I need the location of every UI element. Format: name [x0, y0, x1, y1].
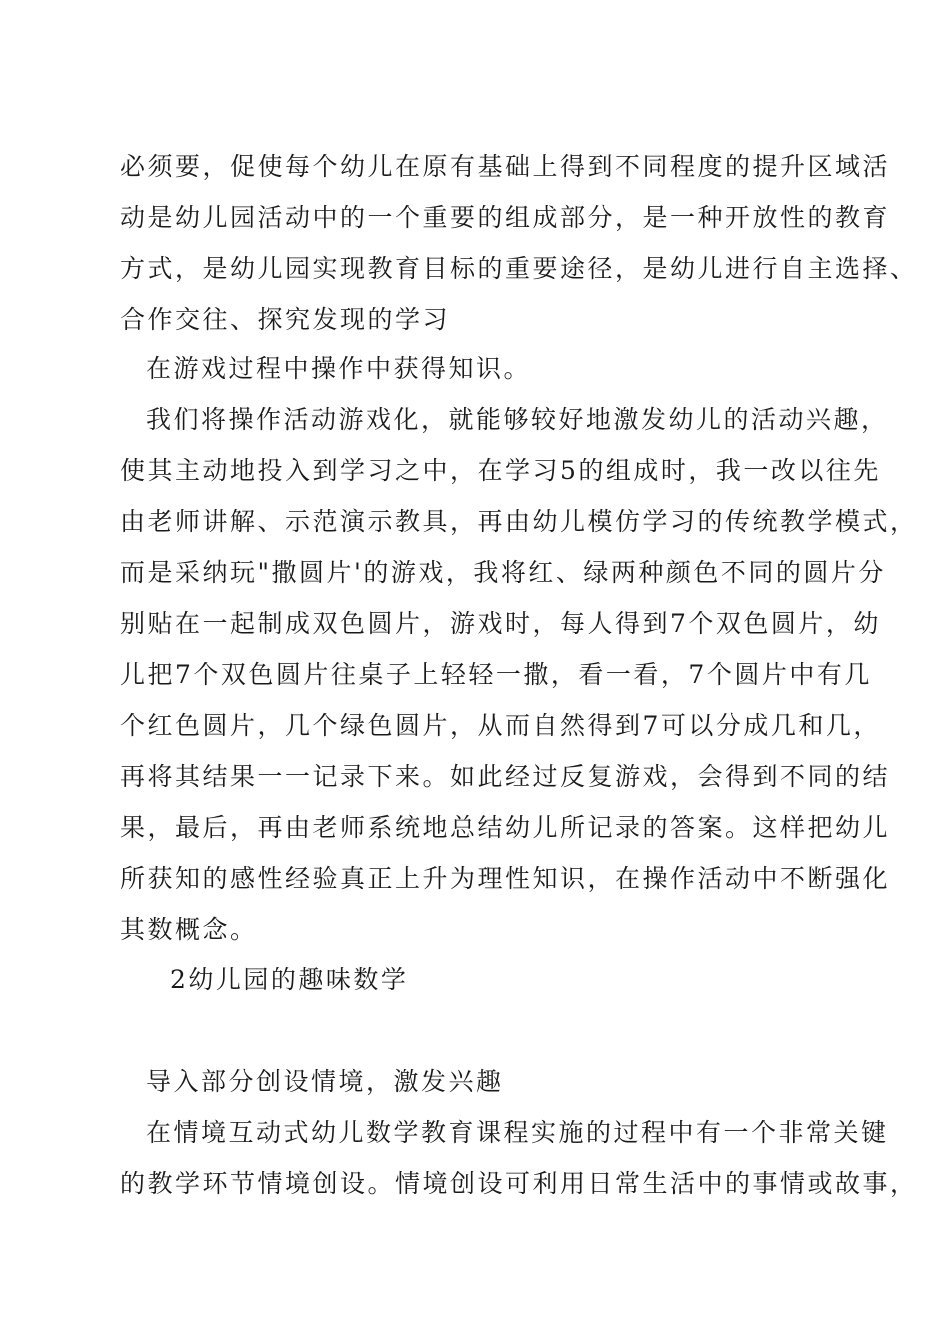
text-line-5: 在游戏过程中操作中获得知识。	[146, 354, 532, 383]
text-line-4: 合作交往、探究发现的学习	[120, 305, 451, 334]
text-line-1: 必须要，促使每个幼儿在原有基础上得到不同程度的提升区域活	[120, 152, 891, 181]
text-line-16: 其数概念。	[120, 915, 258, 944]
text-line-18: 的教学环节情境创设。情境创设可利用日常生活中的事情或故事，	[120, 1169, 918, 1198]
text-line-8: 由老师讲解、示范演示教具，再由幼儿模仿学习的传统教学模式，	[120, 507, 918, 536]
text-line-17: 在情境互动式幼儿数学教育课程实施的过程中有一个非常关键	[146, 1118, 889, 1147]
text-line-12: 个红色圆片，几个绿色圆片，从而自然得到7可以分成几和几，	[120, 711, 881, 740]
text-line-6: 我们将操作活动游戏化，就能够较好地激发幼儿的活动兴趣，	[146, 405, 889, 434]
text-line-10: 别贴在一起制成双色圆片，游戏时，每人得到7个双色圆片，幼	[120, 609, 881, 638]
text-line-2: 动是幼儿园活动中的一个重要的组成部分，是一种开放性的教育	[120, 203, 891, 232]
section-heading: 2幼儿园的趣味数学	[170, 965, 409, 994]
subheading: 导入部分创设情境，激发兴趣	[146, 1067, 504, 1096]
text-line-7: 使其主动地投入到学习之中，在学习5的组成时，我一改以往先	[120, 456, 881, 485]
text-line-14: 果，最后，再由老师系统地总结幼儿所记录的答案。这样把幼儿	[120, 813, 891, 842]
text-line-13: 再将其结果一一记录下来。如此经过反复游戏，会得到不同的结	[120, 762, 891, 791]
text-line-11: 儿把7个双色圆片往桌子上轻轻一撒，看一看，7个圆片中有几	[120, 660, 872, 689]
text-line-3: 方式，是幼儿园实现教育目标的重要途径，是幼儿进行自主选择、	[120, 254, 918, 283]
text-line-9: 而是采纳玩"撒圆片'的游戏，我将红、绿两种颜色不同的圆片分	[120, 558, 886, 587]
text-line-15: 所获知的感性经验真正上升为理性知识，在操作活动中不断强化	[120, 864, 891, 893]
